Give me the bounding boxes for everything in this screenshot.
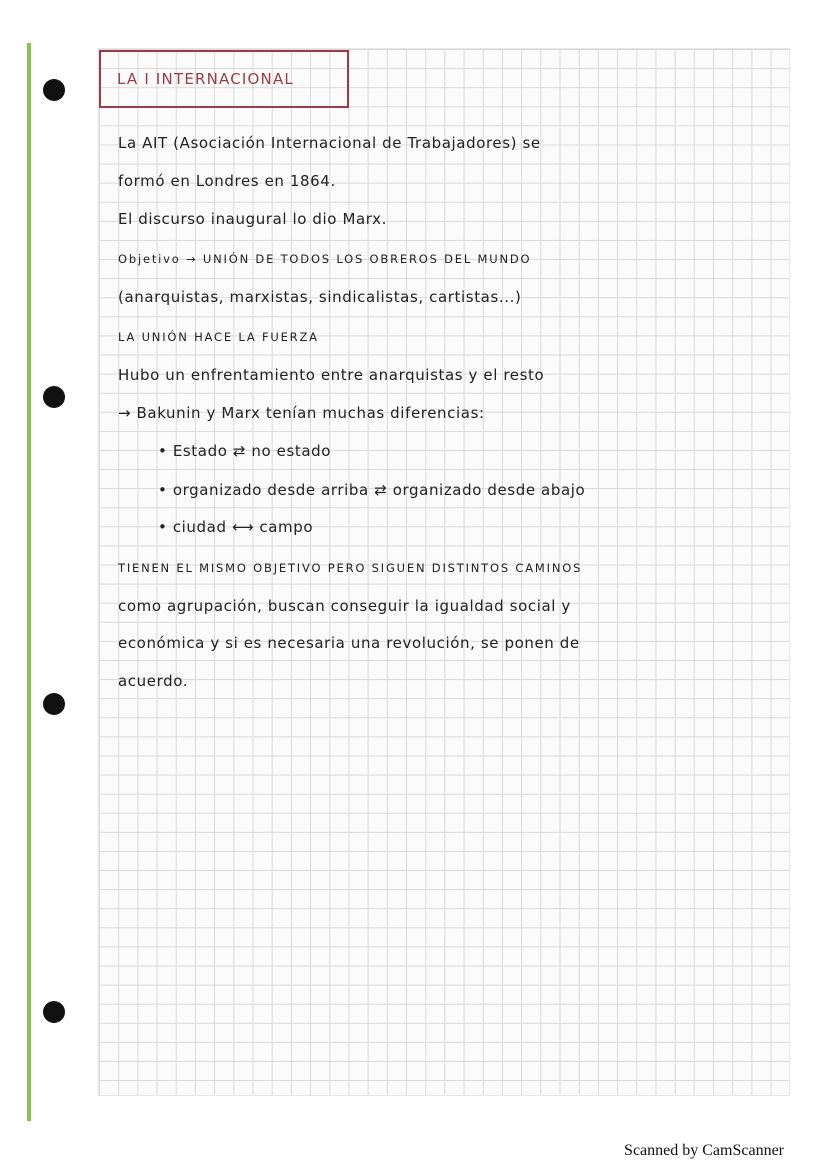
text-line: La AIT (Asociación Internacional de Trabajadores) se <box>118 134 541 152</box>
text-line: como agrupación, buscan conseguir la igualdad social y <box>118 597 571 615</box>
text-line: El discurso inaugural lo dio Marx. <box>118 210 387 228</box>
page-margin-line <box>27 43 31 1121</box>
bullet-item: • organizado desde arriba ⇄ organizado desde abajo <box>158 481 586 499</box>
text-line-arrow: → Bakunin y Marx tenían muchas diferencias: <box>118 404 485 422</box>
binder-hole <box>43 1001 65 1023</box>
bullet-item: • Estado ⇄ no estado <box>158 442 332 460</box>
scanner-watermark: Scanned by CamScanner <box>624 1142 784 1159</box>
text-line: Hubo un enfrentamiento entre anarquistas y el resto <box>118 366 545 384</box>
binder-hole <box>43 693 65 715</box>
text-line: económica y si es necesaria una revolución, se ponen de <box>118 634 580 652</box>
text-line-motto: LA UNIÓN HACE LA FUERZA <box>118 330 319 344</box>
binder-hole <box>43 79 65 101</box>
bullet-item: • ciudad ⟷ campo <box>158 518 314 536</box>
binder-hole <box>43 386 65 408</box>
page-title: LA I INTERNACIONAL <box>99 50 349 108</box>
text-line: acuerdo. <box>118 672 189 690</box>
text-line: formó en Londres en 1864. <box>118 172 336 190</box>
text-line: (anarquistas, marxistas, sindicalistas, cartistas...) <box>118 288 522 306</box>
text-line-objective: Objetivo → UNIÓN DE TODOS LOS OBREROS DEL MUNDO <box>118 252 532 266</box>
text-line-conclusion: TIENEN EL MISMO OBJETIVO PERO SIGUEN DISTINTOS CAMINOS <box>118 561 583 575</box>
